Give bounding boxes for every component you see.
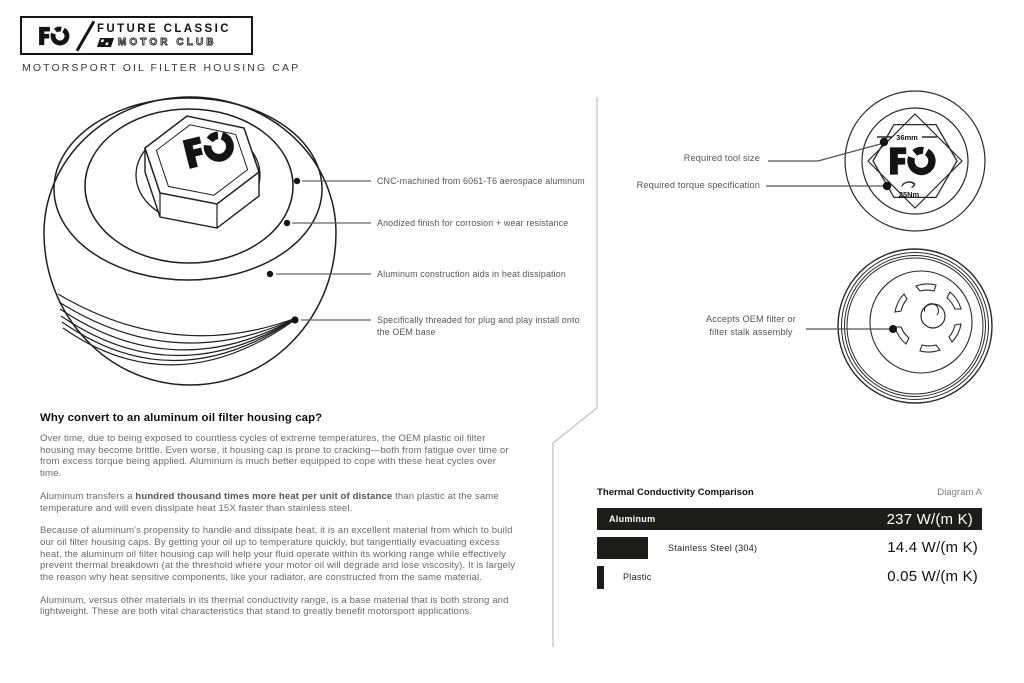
chart-title: Thermal Conductivity Comparison bbox=[597, 487, 754, 498]
torque-value-label: 25Nm bbox=[898, 190, 920, 199]
bar-value-stainless: 14.4 W/(m K) bbox=[887, 539, 978, 556]
checkered-flag-icon bbox=[97, 38, 114, 47]
bayonet-lugs bbox=[895, 284, 961, 352]
thermal-conductivity-chart bbox=[597, 487, 982, 589]
chart-row-plastic bbox=[597, 566, 982, 589]
bottom-view-leader-line bbox=[806, 325, 897, 333]
callout-oem-filter bbox=[694, 313, 808, 338]
article-paragraph-3: Because of aluminum's propensity to handle and dissipate heat, it is an excellent material from which to build our oil filter housing caps. By getting your oil up to temperature quickly, but tangentially evacuating excess heat, the aluminum oil filter housing cap will help your fluid operate within its working range while effectively prevent thermal breakdown (at the threshold where your motor oil will degrade and lose viscosity). It is largely the reason why heat sensitive components, like your radiator, are constructed from the same material. bbox=[40, 525, 516, 584]
callout-anodized-finish: Anodized finish for corrosion + wear resistance bbox=[377, 218, 569, 228]
brand-name: FUTURE CLASSIC bbox=[97, 23, 231, 35]
callout-oem-filter-line2: filter stalk assembly bbox=[709, 326, 793, 337]
bar-aluminum bbox=[597, 508, 982, 530]
chart-row-stainless bbox=[597, 537, 982, 559]
bar-label-aluminum: Aluminum bbox=[609, 514, 656, 524]
top-view-leader-lines bbox=[766, 143, 884, 186]
callout-torque-spec: Required torque specification bbox=[636, 180, 760, 190]
page-title: MOTORSPORT OIL FILTER HOUSING CAP bbox=[22, 62, 301, 74]
cap-illustration bbox=[44, 97, 336, 385]
article-heading: Why convert to an aluminum oil filter housing cap? bbox=[40, 412, 323, 424]
article-paragraph-4: Aluminum, versus other materials in its thermal conductivity range, is a base material that is both strong and lightweight. These are both vital characteristics that stand to greatly benefit motorsport applications. bbox=[40, 594, 509, 618]
bar-value-plastic: 0.05 W/(m K) bbox=[887, 568, 978, 585]
fc-monogram-icon bbox=[34, 21, 78, 51]
bar-label-plastic: Plastic bbox=[623, 572, 652, 582]
top-view-illustration bbox=[845, 91, 985, 231]
bar-stainless bbox=[597, 537, 648, 559]
article-paragraph-1: Over time, due to being exposed to countless cycles of extreme temperatures, the OEM plastic oil filter housing may become brittle. Even worse, it housing cap is prone to cracking—both from fatigue over time or from excess torque being applied. Aluminum is much better equipped to cope with these heat cycles over time. bbox=[40, 433, 509, 480]
brand-subname: MOTOR CLUB bbox=[118, 37, 217, 48]
logo-slash-divider bbox=[76, 20, 96, 51]
bar-value-aluminum: 237 W/(m K) bbox=[886, 510, 973, 528]
article-why-convert bbox=[40, 412, 518, 629]
article-paragraph-2: Aluminum transfers a hundred thousand times more heat per unit of distance than plastic at the same temperature and will even dissipate heat 15X faster than stainless steel. bbox=[40, 490, 499, 514]
callout-cnc-machined: CNC-machined from 6061-T6 aerospace aluminum bbox=[377, 176, 585, 186]
callout-heat-dissipation: Aluminum construction aids in heat dissipation bbox=[377, 269, 566, 279]
bar-label-stainless: Stainless Steel (304) bbox=[668, 543, 758, 553]
callout-oem-filter-line1: Accepts OEM filter or bbox=[706, 314, 796, 324]
callout-tool-size: Required tool size bbox=[683, 153, 760, 163]
bottom-view-illustration bbox=[838, 249, 992, 403]
article-bold-phrase: hundred thousand times more heat per unit of distance bbox=[135, 490, 393, 502]
torque-arrow-icon bbox=[902, 182, 915, 188]
callout-threaded-install: Specifically threaded for plug and play install onto the OEM base bbox=[377, 315, 580, 337]
tool-size-label: 36mm bbox=[896, 133, 918, 142]
chart-row-aluminum bbox=[597, 508, 982, 530]
bar-plastic bbox=[597, 566, 604, 589]
chart-note-diagram-a: Diagram A bbox=[937, 487, 982, 498]
brand-text bbox=[97, 23, 231, 48]
brand-logo bbox=[20, 16, 253, 55]
